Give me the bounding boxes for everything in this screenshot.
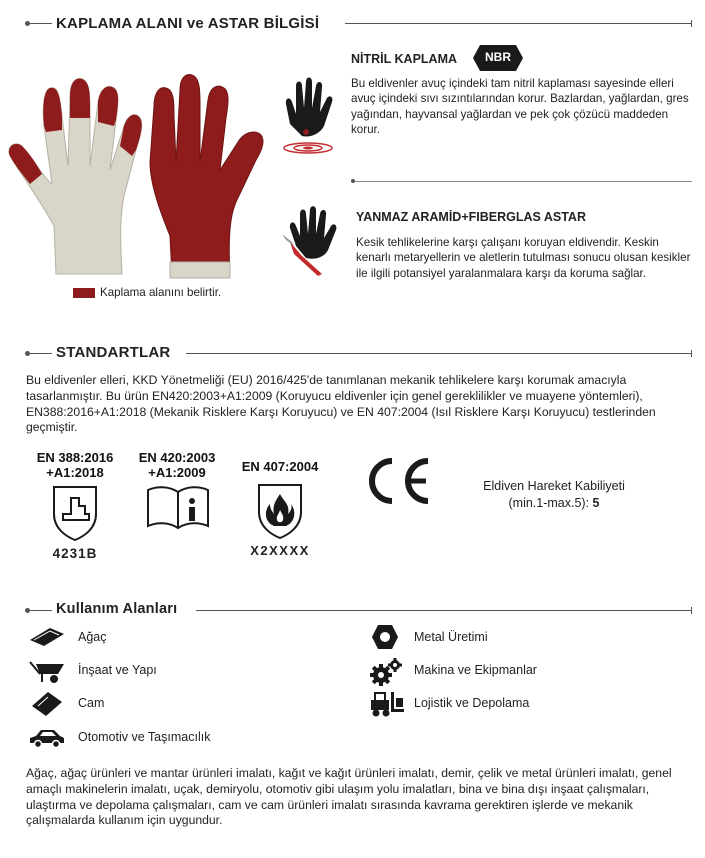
en420-info-book-icon (145, 484, 211, 530)
car-icon (28, 727, 66, 749)
en388-label: EN 388:2016 +A1:2018 (36, 450, 114, 480)
section-rule-left (28, 353, 52, 354)
gloves-illustration (4, 66, 280, 284)
usage-description: Ağaç, ağaç ürünleri ve mantar ürünleri imalatı, kağıt ve kağıt ürünleri imalatı, demir, çelik ve metal ürünleri imalatı, genel amaçlı makinelerin imalatı, uçak, demiryolu, otomotiv gibi ulaşım yolu imalatları, bina ve bina dışı inşaat çalışmaları, ulaştırma ve depolama çalışmaları, cam ve cam ürünleri imalatı sırasında kavrama gerektiren işlerde ve mekanik çalışmalarda kullanım için uygundur. (26, 766, 672, 828)
en407-label: EN 407:2004 (241, 459, 319, 474)
usage-item-logistics: Lojistik ve Depolama (414, 696, 530, 710)
ce-mark-icon (360, 455, 434, 507)
liner-description: Kesik tehlikelerine karşı çalışanı koruyan eldivendir. Keskin kenarlı metaryellerin ve aletlerin tutulması sonucu olusan kesikler ile ilgili potansiyel yaralanmalara karşı da koruma sağlar. (356, 236, 691, 280)
en407-heat-flame-icon (256, 482, 304, 540)
en388-mechanical-risk-icon (51, 484, 99, 542)
section-rule-end (691, 607, 692, 614)
standards-section-title: STANDARTLAR (56, 344, 171, 361)
usage-item-construction: İnşaat ve Yapı (78, 663, 157, 677)
hand-knife-icon (280, 206, 346, 276)
nitrile-description: Bu eldivenler avuç içindeki tam nitril kaplaması sayesinde elleri avuç içindeki sıvı sızıntılarından korur. Bazlardan, yağlardan, gres yağından, hayvansal yağlardan ve pek çok çözücü maddeden korur. (351, 77, 689, 136)
section-rule-end (691, 350, 692, 357)
nitrile-hand-drip-icon (280, 74, 342, 158)
coating-section-title: KAPLAMA ALANI ve ASTAR BİLGİSİ (56, 15, 320, 32)
liner-title: YANMAZ ARAMİD+FIBERGLAS ASTAR (356, 210, 586, 224)
section-rule-end (691, 20, 692, 27)
usage-item-wood: Ağaç (78, 630, 107, 644)
hex-nut-icon (371, 624, 399, 650)
en407-code: X2XXXX (250, 543, 310, 558)
usage-section-title: Kullanım Alanları (56, 601, 178, 617)
wheelbarrow-icon (28, 660, 66, 684)
en388-code: 4231B (52, 546, 98, 561)
coating-divider (355, 181, 692, 182)
section-rule-right (186, 353, 692, 354)
usage-item-metal: Metal Üretimi (414, 630, 488, 644)
coating-legend-swatch (73, 288, 95, 298)
nitrile-title: NİTRİL KAPLAMA (351, 52, 458, 66)
en420-label: EN 420:2003 +A1:2009 (138, 450, 216, 480)
glove-back-icon (9, 79, 142, 274)
coating-legend-text: Kaplama alanını belirtir. (100, 286, 222, 299)
dexterity-line2: (min.1-max.5): 5 (508, 496, 600, 510)
section-rule-right (345, 23, 692, 24)
section-rule-left (28, 610, 52, 611)
standards-description: Bu eldivenler elleri, KKD Yönetmeliği (EU) 2016/425'de tanımlanan mekanik tehlikelere karşı korumak amacıyla tasarlanmıştır. Bu ürün EN420:2003+A1:2009 (Koruyucu eldivenler için genel gereklilikler ve muayene yöntemleri), EN388:2016+A1:2018 (Mekanik Risklere Karşı Koruyucu) ve EN 407:2004 (Isıl Risklere Karşı Koruyucu) testlerinden geçmiştir. (26, 373, 656, 435)
section-rule-left (28, 23, 52, 24)
dexterity-value: 5 (592, 496, 600, 510)
wood-plank-icon (28, 626, 66, 648)
dexterity-line1: Eldiven Hareket Kabiliyeti (483, 479, 625, 493)
usage-item-machinery: Makina ve Ekipmanlar (414, 663, 537, 677)
gears-icon (369, 657, 403, 687)
glass-pane-icon (30, 690, 64, 718)
section-rule-right (196, 610, 692, 611)
glove-palm-icon (150, 75, 263, 278)
usage-item-automotive: Otomotiv ve Taşımacılık (78, 730, 211, 744)
nbr-badge-text: NBR (485, 50, 511, 64)
usage-item-glass: Cam (78, 696, 105, 710)
forklift-icon (369, 690, 405, 718)
